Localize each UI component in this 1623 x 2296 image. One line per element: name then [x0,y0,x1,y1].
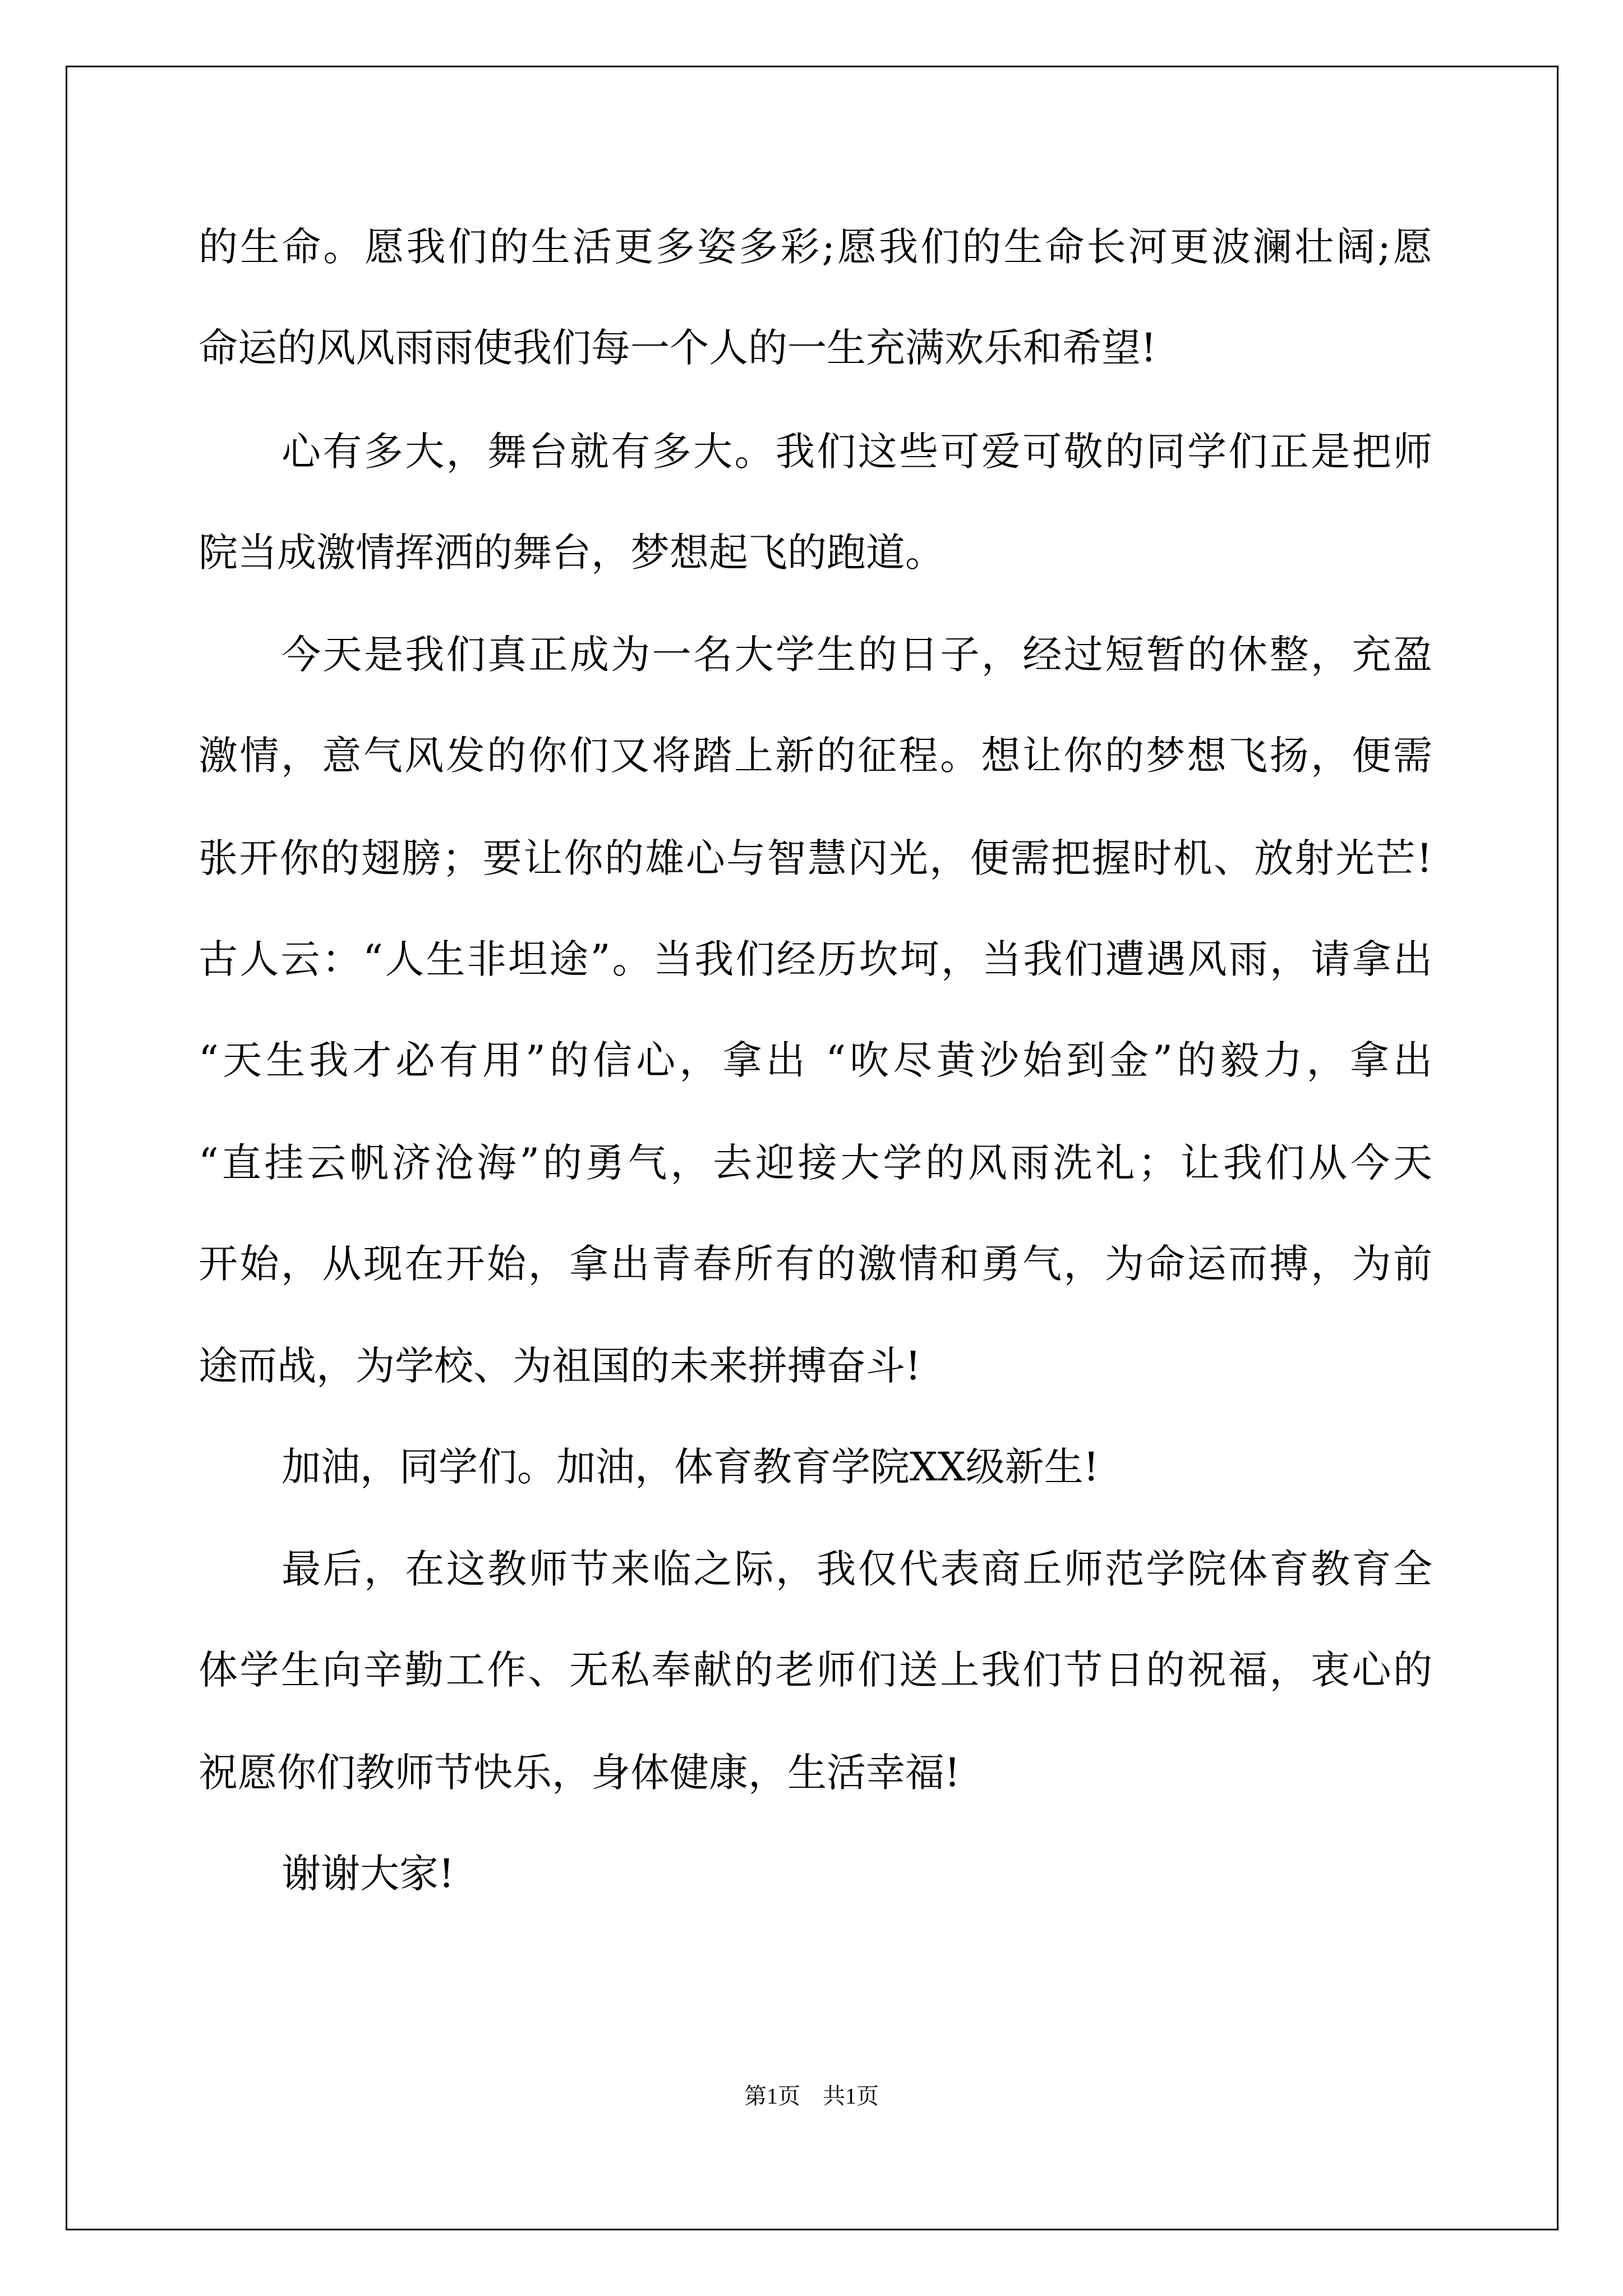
text-line: 张开你的翅膀；要让你的雄心与智慧闪光，便需把握时机、放射光芒! [199,835,1432,881]
paragraph-first-line: 最后，在这教师节来临之际，我仅代表商丘师范学院体育教育全 [282,1546,1432,1592]
text-line: 途而战，为学校、为祖国的未来拼搏奋斗! [199,1343,921,1389]
text-line: “天生我才必有用”的信心，拿出 “吹尽黄沙始到金”的毅力，拿出 [199,1037,1432,1083]
text-line: 开始，从现在开始，拿出青春所有的激情和勇气，为命运而搏，为前 [199,1241,1432,1287]
text-line: 古人云：“人生非坦途”。当我们经历坎坷，当我们遭遇风雨，请拿出 [199,936,1432,982]
page-number: 第1页 共1页 [744,2083,879,2109]
paragraph-first-line: 心有多大，舞台就有多大。我们这些可爱可敬的同学们正是把师 [282,429,1432,475]
paragraph-first-line: 今天是我们真正成为一名大学生的日子，经过短暂的休整，充盈 [282,632,1432,678]
paragraph-first-line: 加油，同学们。加油，体育教育学院XX级新生! [282,1444,1099,1490]
text-line: “直挂云帆济沧海”的勇气，去迎接大学的风雨洗礼；让我们从今天 [199,1140,1432,1186]
text-line: 命运的风风雨雨使我们每一个人的一生充满欢乐和希望! [199,325,1157,371]
text-line: 体学生向辛勤工作、无私奉献的老师们送上我们节日的祝福，衷心的 [199,1647,1432,1693]
closing-line: 谢谢大家! [282,1851,455,1897]
text-line: 祝愿你们教师节快乐，身体健康，生活幸福! [199,1750,961,1796]
text-line: 院当成激情挥洒的舞台，梦想起飞的跑道。 [199,530,944,576]
text-line: 的生命。愿我们的生活更多姿多彩;愿我们的生命长河更波澜壮阔;愿 [199,224,1432,270]
text-line: 激情，意气风发的你们又将踏上新的征程。想让你的梦想飞扬，便需 [199,733,1432,779]
